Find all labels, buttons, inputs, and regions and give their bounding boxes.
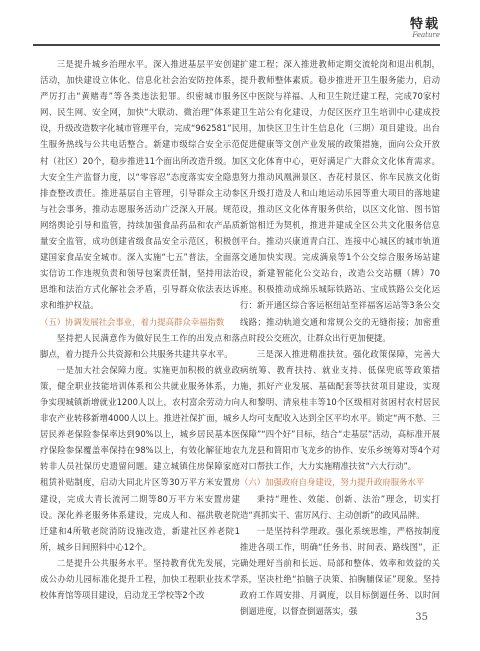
section-heading: （五）协调发展社会事业，着力提高群众幸福指数 bbox=[40, 316, 225, 327]
paragraph: 一是坚持科学理政。强化系统思维，严格按制度推进各项工作，明确“任务书、时间表、路线图”，正确处理好当前和长远、局部和整体、效率和效益的关系，坚决杜绝“拍脑子决策、拍胸脯保证”现象。坚持政府工作周安排、月调度，以目标倒逼任务、以时间倒逼进度，以督查倒逼落实，强 bbox=[240, 525, 440, 617]
page-header bbox=[0, 0, 480, 55]
paragraph: 秉持“理性、效能、创新、法治”理念，切实打造“真抓实干、雷厉风行、主动创新”的政风品牌。 bbox=[240, 493, 440, 520]
section-heading: （六）加强政府自身建设，努力提升政府服务水平 bbox=[240, 477, 425, 488]
paragraph: 一是加大社会保障力度。实施更加积极的就业政策，健全职业技能培训体系和公共就业服务体系，力争实现城镇新增就业1200人以上，农村富余劳动力向非农产业转移新增4000人以上。推进社保扩面，城乡居民养老保险参保率达到90%以上，城乡居民基本医疗保险参保覆盖率保持在98%以上，有效化解征地农转非人员社保历史遗留问题。建立城镇住房保障家庭租赁补贴制度，启动大同北片区等30万平方米安置房建设，完成大青长流河二期等80万平方米安置房建设。深化养老服务体系建设，完成人和、福洪敬老院迁建和4所敬老院消防设施改造，新建社区养老院1所，城乡日间照料中心12个。 bbox=[40, 364, 240, 552]
section-subtitle: Feature bbox=[412, 31, 440, 39]
paragraph: 坚持把人民满意作为做好民生工作的出发点和落脚点，着力提升公共资源和公共服务共建共享水平。 bbox=[40, 332, 240, 359]
left-column bbox=[40, 56, 240, 603]
right-column bbox=[240, 56, 440, 619]
page-number: 35 bbox=[415, 612, 428, 623]
section-title: 特载 bbox=[409, 17, 440, 32]
paragraph: 三是深入推进精准扶贫。强化政策保障，完善大病统筹、教育扶持、就业支持、低保兜底等政策措施，抓好产业发展、基础配套等扶贫项目建设，实现人和黎明、清泉桂丰等10个区级相对贫困村农村居民人均可支配收入达到全区平均水平。锁定“两不愁、三保障”“四个好”目标，结合“走基层”活动，高标准开展九龙县和简阳市飞龙乡的协作、安乐乡统筹对等4个对对口帮扶工作，大力实施精准扶贫“六大行动”。 bbox=[240, 348, 440, 472]
paragraph: 二是提升公共服务水平。坚持教育优先发展，完成公办幼儿园标准化提升工程，加快工程职业技术学校体育馆等项目建设，启动龙王学校等2个改 bbox=[40, 557, 240, 601]
paragraph-continued: 扩建工程；深入推进教师定期交流轮岗和退出机制，提升教师整体素质。稳步推进开卫生服务能力，启动区中医院与祥福、人和卫生院迁建工程，完成70家村卫生站公有化建设，力促区医疗卫生培训中心建成投用，加快区卫生计生信息化（三期）项目建设。出台促进健康等文创产业发展的政策措施，面向公众开放区文化体育中心，更好满足广大群众文化体育需求。努力推动风凰洲景区、杏花村景区、你车民族文化街区升级打造及人和山地运动乐园等重大项目的落地建设，推动区文化体育服务供给，以区文化馆、图书馆新馆相迁为契机，推进并建成全区公共文化服务信息平台。推动兴康道青白江、连接中心城区的城市轨道交通加快实现。完成满泉等1个公交综合服务场站建设，新建智能化公交站台，改造公交站棚（牌）70座。积极推动成绵乐城际铁路站、宝成铁路公交化运行：新开通区综合客运枢纽站至祥福客运站等3条公交线路；推动轨道交通和常规公交的无缝衔接；加密重点时段公交班次，让群众出行更加便捷。 bbox=[240, 59, 440, 343]
paragraph: 三是提升城乡治理水平。深入推进基层平安创建活动，加快建设立体化、信息化社会治安防控体系，严厉打击“黄赌毒”等各类违法犯罪。织密城市服务网、民生网、安全网，加快“大联动、微治理”体系建设，升级改造数字化城市管理平台，完成“962581”民生服务热线与公共电话整合。新建市级综合安全示范村（社区）20个，稳步推进11个面出所改造升级。加大安全生产监督力度，以“零容忍”态度落实安全隐患排查整改责任。推进基层自主管理，引导群众主动参与社会事务，推动志愿服务活动广泛深入开展。规范网络舆论引导和监管，持续加强食品药品和农产品质量安全监管，成功创建省级食品安全示范区，积极创建国家食品安全城市。深入实施“七五”普法，全面落实信访工作违规负责和领导包案责任制，坚持用法治思维和法治方式化解社会矛盾，引导群众依法表达诉求和维护权益。 bbox=[40, 59, 240, 311]
header-divider bbox=[33, 44, 440, 46]
